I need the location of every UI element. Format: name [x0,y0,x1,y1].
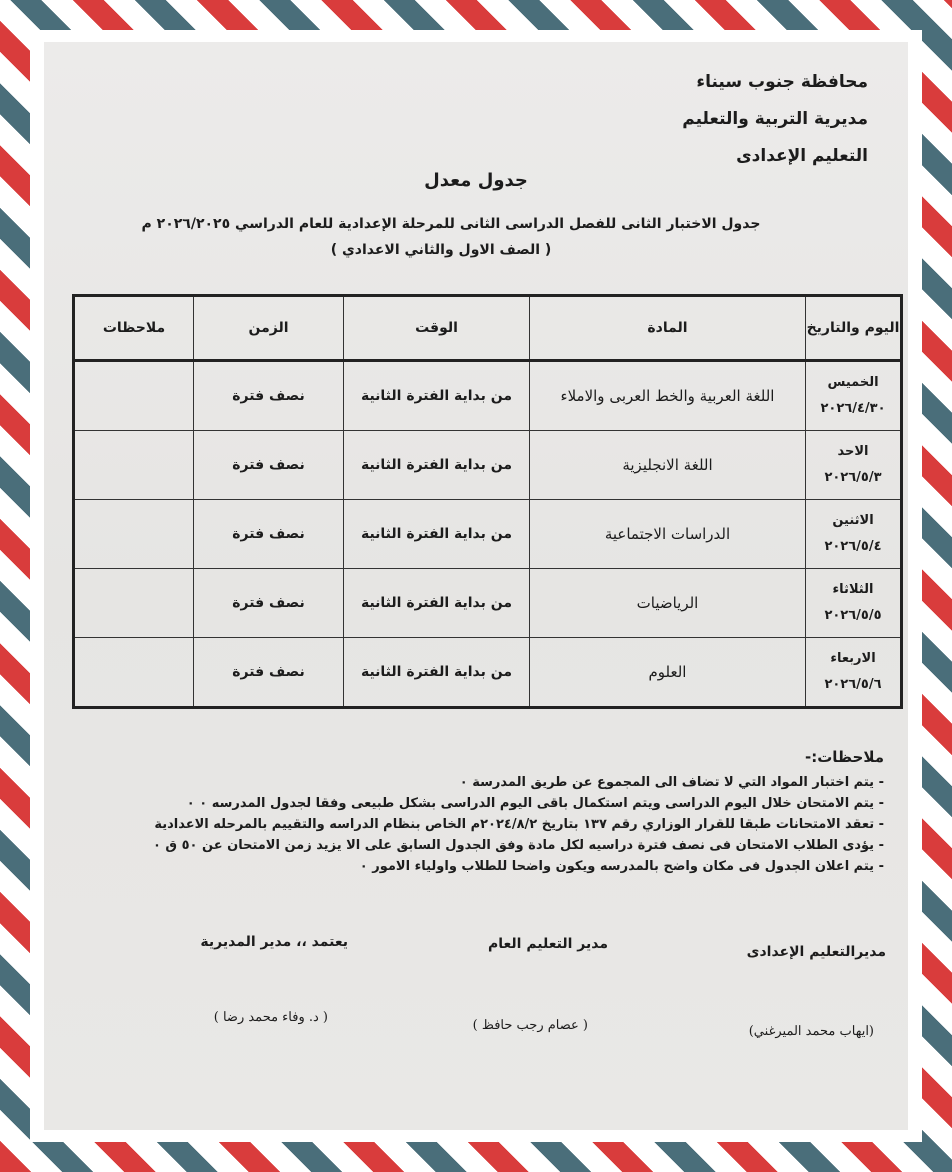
day-cell [806,361,902,431]
note-item: - يتم الامتحان خلال اليوم الدراسى ويتم استكمال باقى اليوم الدراسى بشكل طبيعى وفقا لجدول المدرسه ٠ ٠ [54,793,884,814]
time-cell: من بداية الفترة الثانية [344,361,530,431]
duration-cell: نصف فترة [194,431,344,500]
subject-cell: العلوم [530,638,806,708]
general-director-title: مدير التعليم العام [487,936,608,952]
subject-cell: الرياضيات [530,569,806,638]
document-title: جدول معدل [424,170,528,191]
day-date: ٢٠٢٦/٥/٥ [824,608,882,623]
time-cell: من بداية الفترة الثانية [344,569,530,638]
subject-cell: اللغة العربية والخط العربى والاملاء [530,361,806,431]
envelope-frame [30,30,922,1142]
header-duration: الزمن [194,296,344,361]
table-row [74,569,902,638]
duration-cell: نصف فترة [194,638,344,708]
day-name: الاربعاء [830,651,876,666]
duration-cell: نصف فترة [194,361,344,431]
notes-cell [74,361,194,431]
header-subject: المادة [530,296,806,361]
letterhead [682,64,868,175]
notes-cell [74,569,194,638]
day-date: ٢٠٢٦/٥/٤ [824,539,882,554]
duration-cell: نصف فترة [194,569,344,638]
day-name: الاحد [837,444,869,459]
note-item: - يتم اختبار المواد التي لا تضاف الى المجموع عن طريق المدرسة ٠ [54,772,884,793]
table-row [74,431,902,500]
table-row [74,500,902,569]
table-header-row [74,296,902,361]
document-page [44,42,908,1130]
day-name: الخميس [827,375,879,390]
day-date: ٢٠٢٦/٥/٦ [824,677,882,692]
general-director-name: ( عصام رجب حافظ ) [472,1018,588,1033]
header-day: اليوم والتاريخ [806,296,902,361]
time-cell: من بداية الفترة الثانية [344,638,530,708]
table-row [74,361,902,431]
approval-name: ( د. وفاء محمد رضا ) [213,1010,328,1025]
table-row [74,638,902,708]
day-date: ٢٠٢٦/٤/٣٠ [820,401,886,416]
directorate-line: مديرية التربية والتعليم [682,109,868,129]
day-cell [806,638,902,708]
day-cell [806,431,902,500]
grades-caption: ( الصف الاول والثاني الاعدادي ) [330,242,552,258]
notes-list [54,772,884,877]
note-item: - يتم اعلان الجدول فى مكان واضح بالمدرسه ويكون واضحا للطلاب واولياء الامور ٠ [54,856,884,877]
note-item: - يؤدى الطلاب الامتحان فى نصف فترة دراسيه لكل مادة وفق الجدول السابق على الا يزيد زمن الامتحان عن ٥٠ ق ٠ [54,835,884,856]
subject-cell: اللغة الانجليزية [530,431,806,500]
duration-cell: نصف فترة [194,500,344,569]
department-line: التعليم الإعدادى [736,146,868,166]
note-item: - تعقد الامتحانات طبقا للقرار الوزاري رقم ١٣٧ بتاريخ ٢٠٢٤/٨/٢م الخاص بنظام الدراسه والتقييم بالمرحله الاعدادية [54,814,884,835]
prep-director-title: مديرالتعليم الإعدادى [746,944,886,960]
header-time: الوقت [344,296,530,361]
document-subtitle: جدول الاختبار الثانى للفصل الدراسى الثانى للمرحلة الإعدادية للعام الدراسي ٢٠٢٦/٢٠٢٥ م [141,216,761,232]
notes-heading: ملاحظات:- [804,748,884,766]
day-cell [806,569,902,638]
exam-schedule-table [72,294,903,709]
day-name: الثلاثاء [832,582,874,597]
time-cell: من بداية الفترة الثانية [344,500,530,569]
day-date: ٢٠٢٦/٥/٣ [824,470,882,485]
notes-cell [74,431,194,500]
time-cell: من بداية الفترة الثانية [344,431,530,500]
prep-director-name: (ايهاب محمد الميرغني) [748,1024,874,1039]
approval-title: يعتمد ،، مدير المديرية [200,934,348,950]
governorate-line: محافظة جنوب سيناء [696,72,868,92]
subject-cell: الدراسات الاجتماعية [530,500,806,569]
notes-cell [74,500,194,569]
day-cell [806,500,902,569]
header-notes: ملاحظات [74,296,194,361]
notes-cell [74,638,194,708]
day-name: الاثنين [832,513,874,528]
